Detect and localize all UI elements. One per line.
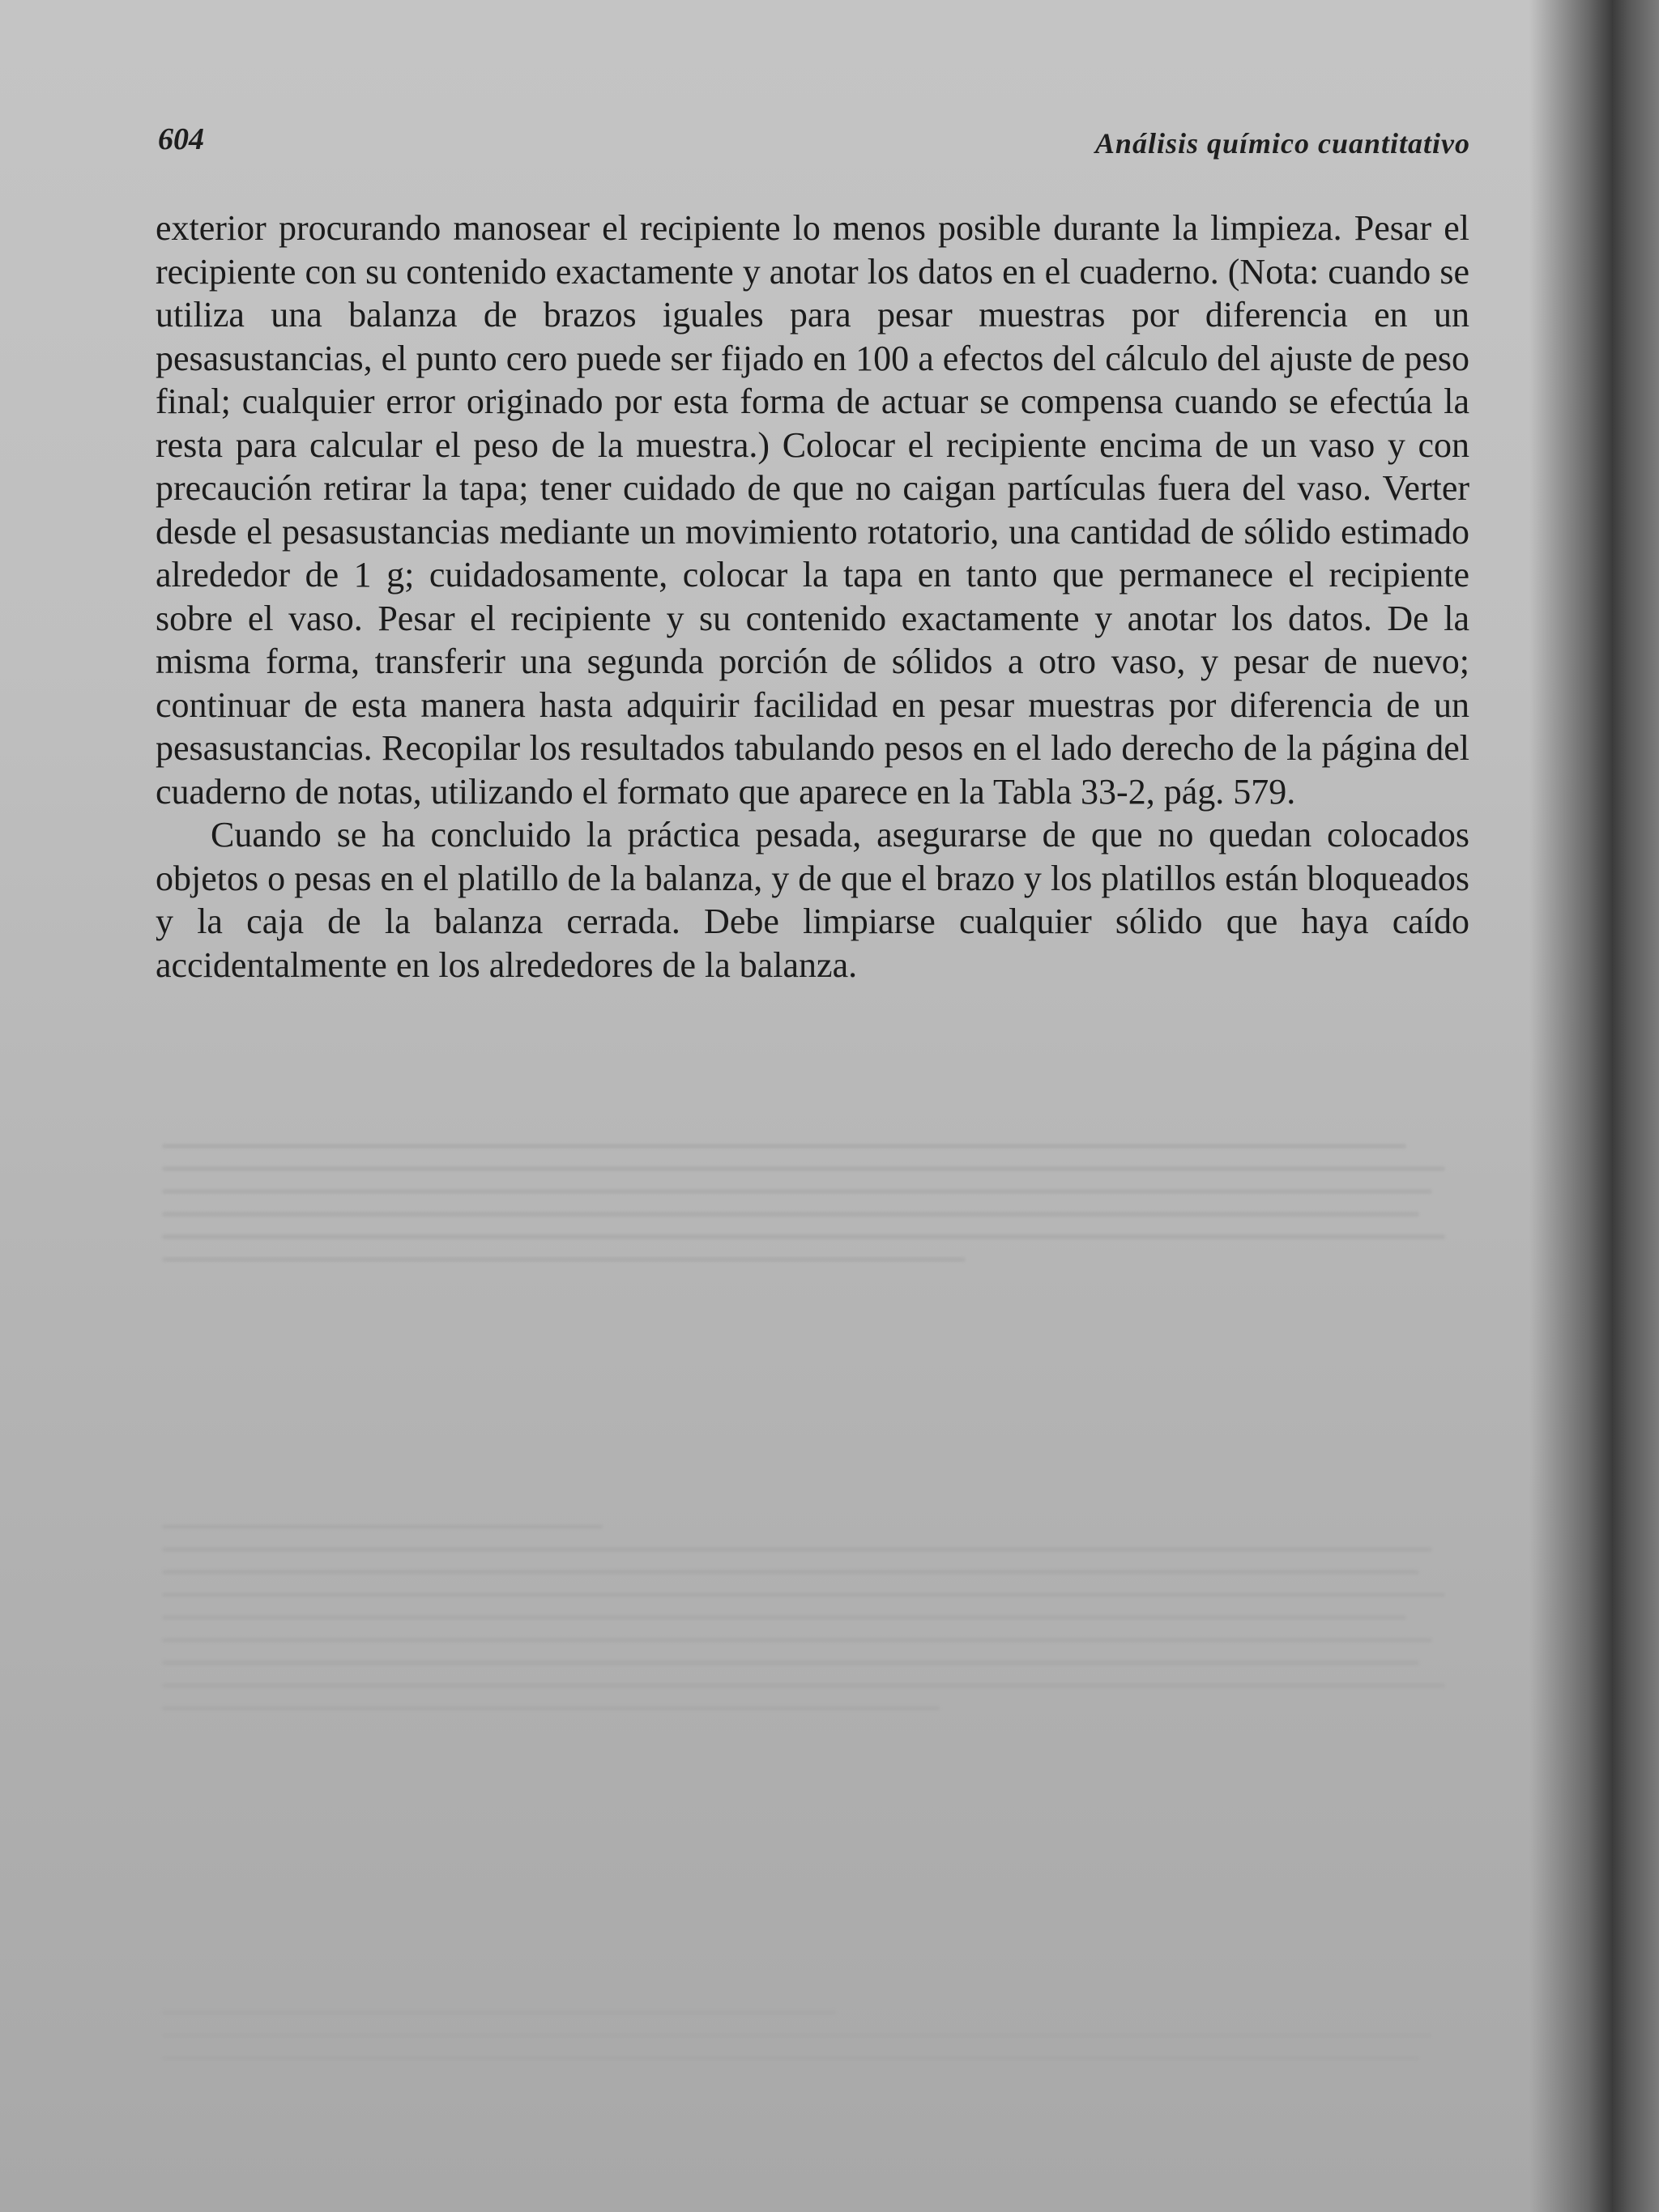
show-through-block-3	[162, 1993, 1458, 2078]
show-through-line	[162, 1144, 1406, 1149]
show-through-line	[162, 1706, 940, 1711]
show-through-line	[162, 2033, 1432, 2038]
show-through-line	[162, 1615, 1406, 1620]
page-number: 604	[158, 122, 204, 156]
show-through-line	[162, 1592, 1445, 1597]
show-through-line	[162, 1166, 1445, 1171]
show-through-line	[162, 1683, 1445, 1688]
show-through-line	[162, 1189, 1432, 1194]
body-text	[156, 207, 1469, 987]
book-gutter-shadow	[1612, 0, 1659, 2212]
show-through-line	[162, 1212, 1419, 1217]
show-through-line	[162, 1234, 1445, 1239]
show-through-line	[162, 1638, 1432, 1643]
show-through-line	[162, 1660, 1419, 1665]
show-through-line	[162, 1547, 1432, 1552]
running-head	[158, 121, 1470, 170]
show-through-line	[162, 1570, 1419, 1575]
running-title: Análisis químico cuantitativo	[1094, 127, 1470, 160]
show-through-line	[162, 1257, 966, 1262]
paragraph-1: exterior procurando manosear el recipiente lo menos posible durante la limpieza. Pesar el recipiente con su contenido exactamente y anotar los datos en el cuaderno. (Nota: cuando se utiliza una balanza de brazos iguales para pesar muestras por diferencia en un pesasustancias, el punto cero puede ser fijado en 100 a efectos del cálculo del ajuste de peso final; cualquier error originado por esta forma de actuar se compensa cuando se efectúa la resta para calcular el peso de la muestra.) Colocar el recipiente encima de un vaso y con precaución retirar la tapa; tener cuidado de que no caigan partículas fuera del vaso. Verter desde el pesasustancias mediante un movimiento rotatorio, una cantidad de sólido estimado alrededor de 1 g; cuidadosamente, colocar la tapa en tanto que permanece el recipiente sobre el vaso. Pesar el recipiente y su contenido exactamente y anotar los datos. De la misma forma, transferir una segunda porción de sólidos a otro vaso, y pesar de nuevo; continuar de esta manera hasta adquirir facilidad en pesar muestras por diferencia de un pesasustancias. Recopilar los resultados tabulando pesos en el lado derecho de la página del cuaderno de notas, utilizando el formato que aparece en la Tabla 33-2, pág. 579.	[156, 208, 1469, 812]
show-through-line	[162, 2010, 836, 2015]
show-through-line	[162, 2056, 1419, 2061]
show-through-block-2	[162, 1507, 1458, 1728]
show-through-block-1	[162, 1126, 1458, 1280]
show-through-line	[162, 1524, 603, 1529]
paragraph-2: Cuando se ha concluido la práctica pesada, asegurarse de que no quedan colocados objetos o pesas en el platillo de la balanza, y de que el brazo y los platillos están bloqueados y la caja de la balanza cerrada. Debe limpiarse cualquier sólido que haya caído accidentalmente en los alrededores de la balanza.	[156, 815, 1469, 985]
